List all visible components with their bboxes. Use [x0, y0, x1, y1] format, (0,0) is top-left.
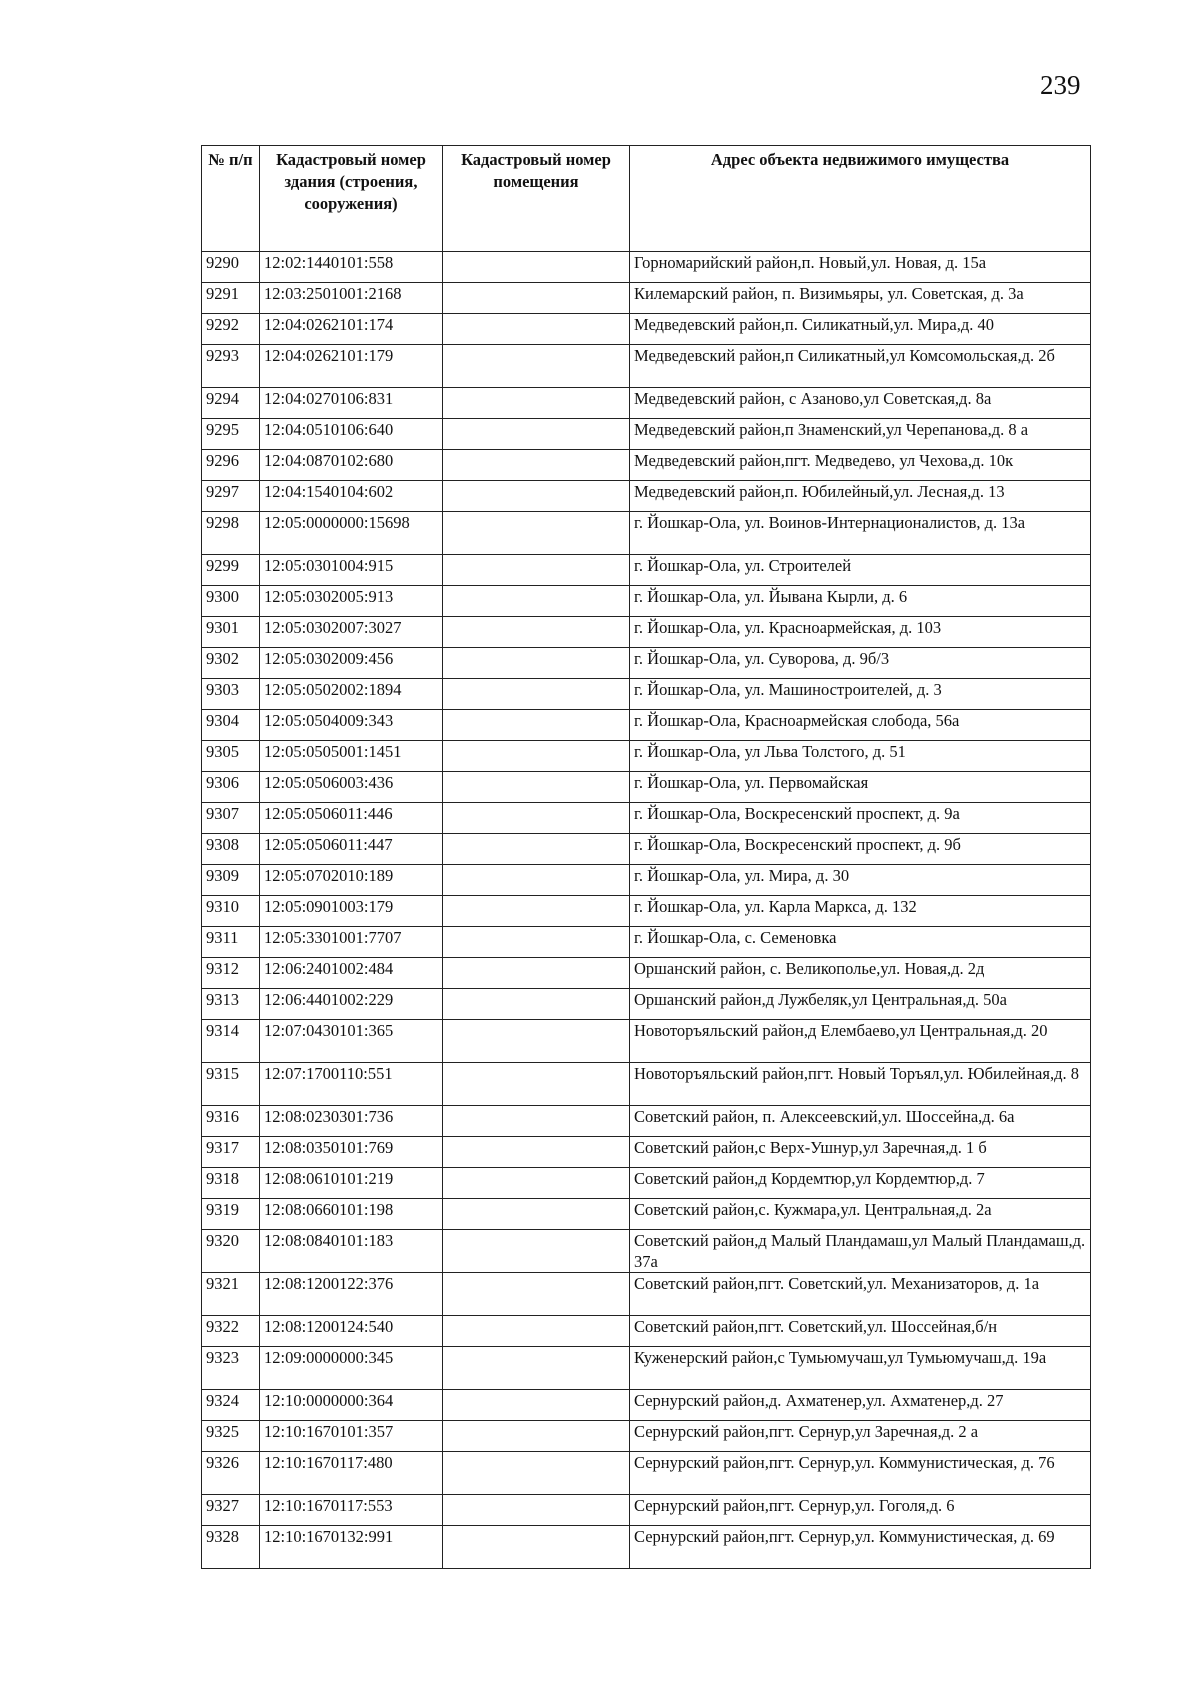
building-cadastral-cell: 12:08:1200122:376 — [260, 1273, 443, 1316]
row-number-cell: 9326 — [202, 1452, 260, 1495]
building-cadastral-cell: 12:04:0510106:640 — [260, 419, 443, 450]
room-cadastral-cell — [443, 1230, 630, 1273]
row-number-cell: 9325 — [202, 1421, 260, 1452]
building-cadastral-cell: 12:05:0302007:3027 — [260, 617, 443, 648]
building-cadastral-cell: 12:10:0000000:364 — [260, 1390, 443, 1421]
row-number-cell: 9316 — [202, 1106, 260, 1137]
building-cadastral-cell: 12:04:0870102:680 — [260, 450, 443, 481]
row-number-cell: 9315 — [202, 1063, 260, 1106]
row-number-cell: 9298 — [202, 512, 260, 555]
row-number-cell: 9314 — [202, 1020, 260, 1063]
table-row — [202, 1273, 1091, 1316]
row-number-cell: 9306 — [202, 772, 260, 803]
address-cell: г. Йошкар-Ола, ул. Красноармейская, д. 103 — [630, 617, 1091, 648]
address-cell: Сернурский район,пгт. Сернур,ул. Коммунистическая, д. 76 — [630, 1452, 1091, 1495]
address-cell: Советский район,д Малый Пландамаш,ул Малый Пландамаш,д. 37а — [630, 1230, 1091, 1273]
row-number-cell: 9302 — [202, 648, 260, 679]
address-cell: Килемарский район, п. Визимьяры, ул. Советская, д. 3а — [630, 283, 1091, 314]
row-number-cell: 9322 — [202, 1316, 260, 1347]
table-row — [202, 1452, 1091, 1495]
address-cell: г. Йошкар-Ола, ул. Мира, д. 30 — [630, 865, 1091, 896]
building-cadastral-cell: 12:02:1440101:558 — [260, 252, 443, 283]
table-row — [202, 1137, 1091, 1168]
table-row — [202, 283, 1091, 314]
building-cadastral-cell: 12:08:1200124:540 — [260, 1316, 443, 1347]
table-row — [202, 481, 1091, 512]
building-cadastral-cell: 12:05:0505001:1451 — [260, 741, 443, 772]
address-cell: Советский район,д Кордемтюр,ул Кордемтюр,д. 7 — [630, 1168, 1091, 1199]
address-cell: г. Йошкар-Ола, ул. Суворова, д. 9б/3 — [630, 648, 1091, 679]
table-row — [202, 710, 1091, 741]
table-row — [202, 555, 1091, 586]
row-number-cell: 9305 — [202, 741, 260, 772]
row-number-cell: 9311 — [202, 927, 260, 958]
table-row — [202, 617, 1091, 648]
building-cadastral-cell: 12:05:0302009:456 — [260, 648, 443, 679]
room-cadastral-cell — [443, 388, 630, 419]
table-row — [202, 803, 1091, 834]
address-cell: Советский район, п. Алексеевский,ул. Шоссейна,д. 6а — [630, 1106, 1091, 1137]
table-row — [202, 252, 1091, 283]
address-cell: г. Йошкар-Ола, ул Льва Толстого, д. 51 — [630, 741, 1091, 772]
table-header-row — [202, 146, 1091, 252]
address-cell: г. Йошкар-Ола, ул. Йывана Кырли, д. 6 — [630, 586, 1091, 617]
table-row — [202, 419, 1091, 450]
table-row — [202, 314, 1091, 345]
table-row — [202, 896, 1091, 927]
row-number-cell: 9327 — [202, 1495, 260, 1526]
address-cell: Новоторъяльский район,д Елембаево,ул Центральная,д. 20 — [630, 1020, 1091, 1063]
page-number: 239 — [1040, 70, 1081, 100]
building-cadastral-cell: 12:10:1670101:357 — [260, 1421, 443, 1452]
address-cell: Медведевский район,пгт. Медведево, ул Чехова,д. 10к — [630, 450, 1091, 481]
room-cadastral-cell — [443, 710, 630, 741]
building-cadastral-cell: 12:04:0262101:174 — [260, 314, 443, 345]
row-number-cell: 9300 — [202, 586, 260, 617]
building-cadastral-cell: 12:05:3301001:7707 — [260, 927, 443, 958]
room-cadastral-cell — [443, 1452, 630, 1495]
table-row — [202, 345, 1091, 388]
building-cadastral-cell: 12:06:4401002:229 — [260, 989, 443, 1020]
room-cadastral-cell — [443, 1199, 630, 1230]
room-cadastral-cell — [443, 586, 630, 617]
room-cadastral-cell — [443, 1137, 630, 1168]
row-number-cell: 9291 — [202, 283, 260, 314]
room-cadastral-cell — [443, 314, 630, 345]
room-cadastral-cell — [443, 481, 630, 512]
table-row — [202, 1106, 1091, 1137]
row-number-cell: 9293 — [202, 345, 260, 388]
building-cadastral-cell: 12:04:1540104:602 — [260, 481, 443, 512]
address-cell: г. Йошкар-Ола, ул. Карла Маркса, д. 132 — [630, 896, 1091, 927]
building-cadastral-cell: 12:04:0262101:179 — [260, 345, 443, 388]
room-cadastral-cell — [443, 512, 630, 555]
table-row — [202, 1347, 1091, 1390]
table-row — [202, 1020, 1091, 1063]
address-cell: г. Йошкар-Ола, Воскресенский проспект, д. 9б — [630, 834, 1091, 865]
building-cadastral-cell: 12:10:1670132:991 — [260, 1526, 443, 1569]
address-cell: г. Йошкар-Ола, ул. Воинов-Интернационалистов, д. 13а — [630, 512, 1091, 555]
building-cadastral-cell: 12:09:0000000:345 — [260, 1347, 443, 1390]
building-cadastral-cell: 12:05:0506011:446 — [260, 803, 443, 834]
row-number-cell: 9301 — [202, 617, 260, 648]
building-cadastral-cell: 12:05:0506003:436 — [260, 772, 443, 803]
row-number-cell: 9312 — [202, 958, 260, 989]
room-cadastral-cell — [443, 555, 630, 586]
room-cadastral-cell — [443, 1168, 630, 1199]
header-address: Адрес объекта недвижимого имущества — [630, 146, 1091, 252]
building-cadastral-cell: 12:07:0430101:365 — [260, 1020, 443, 1063]
row-number-cell: 9303 — [202, 679, 260, 710]
row-number-cell: 9328 — [202, 1526, 260, 1569]
building-cadastral-cell: 12:08:0610101:219 — [260, 1168, 443, 1199]
building-cadastral-cell: 12:05:0000000:15698 — [260, 512, 443, 555]
room-cadastral-cell — [443, 345, 630, 388]
row-number-cell: 9297 — [202, 481, 260, 512]
address-cell: г. Йошкар-Ола, Красноармейская слобода, 56а — [630, 710, 1091, 741]
building-cadastral-cell: 12:04:0270106:831 — [260, 388, 443, 419]
room-cadastral-cell — [443, 252, 630, 283]
room-cadastral-cell — [443, 1421, 630, 1452]
row-number-cell: 9290 — [202, 252, 260, 283]
table-row — [202, 834, 1091, 865]
address-cell: Медведевский район,п. Силикатный,ул. Мира,д. 40 — [630, 314, 1091, 345]
table-row — [202, 865, 1091, 896]
room-cadastral-cell — [443, 803, 630, 834]
room-cadastral-cell — [443, 648, 630, 679]
room-cadastral-cell — [443, 772, 630, 803]
building-cadastral-cell: 12:10:1670117:480 — [260, 1452, 443, 1495]
row-number-cell: 9317 — [202, 1137, 260, 1168]
row-number-cell: 9319 — [202, 1199, 260, 1230]
header-building-cadastral: Кадастровый номер здания (строения, сооружения) — [260, 146, 443, 252]
table-row — [202, 927, 1091, 958]
building-cadastral-cell: 12:10:1670117:553 — [260, 1495, 443, 1526]
address-cell: Оршанский район, с. Великополье,ул. Новая,д. 2д — [630, 958, 1091, 989]
building-cadastral-cell: 12:05:0702010:189 — [260, 865, 443, 896]
address-cell: Советский район,пгт. Советский,ул. Механизаторов, д. 1а — [630, 1273, 1091, 1316]
table-row — [202, 648, 1091, 679]
address-cell: Новоторъяльский район,пгт. Новый Торъял,ул. Юбилейная,д. 8 — [630, 1063, 1091, 1106]
room-cadastral-cell — [443, 283, 630, 314]
row-number-cell: 9313 — [202, 989, 260, 1020]
table-row — [202, 1063, 1091, 1106]
table-row — [202, 1168, 1091, 1199]
building-cadastral-cell: 12:05:0901003:179 — [260, 896, 443, 927]
address-cell: Горномарийский район,п. Новый,ул. Новая, д. 15а — [630, 252, 1091, 283]
table-row — [202, 958, 1091, 989]
address-cell: Советский район,с Верх-Ушнур,ул Заречная,д. 1 б — [630, 1137, 1091, 1168]
room-cadastral-cell — [443, 927, 630, 958]
address-cell: г. Йошкар-Ола, ул. Первомайская — [630, 772, 1091, 803]
room-cadastral-cell — [443, 1020, 630, 1063]
building-cadastral-cell: 12:06:2401002:484 — [260, 958, 443, 989]
building-cadastral-cell: 12:08:0840101:183 — [260, 1230, 443, 1273]
table-row — [202, 772, 1091, 803]
registry-table — [201, 145, 1091, 1569]
address-cell: Медведевский район,п Силикатный,ул Комсомольская,д. 2б — [630, 345, 1091, 388]
header-room-cadastral: Кадастровый номер помещения — [443, 146, 630, 252]
address-cell: Сернурский район,пгт. Сернур,ул. Гоголя,д. 6 — [630, 1495, 1091, 1526]
table-row — [202, 1390, 1091, 1421]
building-cadastral-cell: 12:05:0502002:1894 — [260, 679, 443, 710]
row-number-cell: 9304 — [202, 710, 260, 741]
row-number-cell: 9307 — [202, 803, 260, 834]
room-cadastral-cell — [443, 1347, 630, 1390]
address-cell: г. Йошкар-Ола, ул. Машиностроителей, д. 3 — [630, 679, 1091, 710]
row-number-cell: 9295 — [202, 419, 260, 450]
table-row — [202, 1230, 1091, 1273]
building-cadastral-cell: 12:08:0660101:198 — [260, 1199, 443, 1230]
building-cadastral-cell: 12:05:0301004:915 — [260, 555, 443, 586]
row-number-cell: 9299 — [202, 555, 260, 586]
room-cadastral-cell — [443, 1106, 630, 1137]
room-cadastral-cell — [443, 834, 630, 865]
building-cadastral-cell: 12:08:0230301:736 — [260, 1106, 443, 1137]
table-row — [202, 586, 1091, 617]
address-cell: Сернурский район,д. Ахматенер,ул. Ахматенер,д. 27 — [630, 1390, 1091, 1421]
address-cell: Сернурский район,пгт. Сернур,ул Заречная,д. 2 а — [630, 1421, 1091, 1452]
table-row — [202, 512, 1091, 555]
table-row — [202, 388, 1091, 419]
table-row — [202, 1526, 1091, 1569]
row-number-cell: 9318 — [202, 1168, 260, 1199]
address-cell: г. Йошкар-Ола, ул. Строителей — [630, 555, 1091, 586]
row-number-cell: 9323 — [202, 1347, 260, 1390]
row-number-cell: 9309 — [202, 865, 260, 896]
room-cadastral-cell — [443, 865, 630, 896]
room-cadastral-cell — [443, 989, 630, 1020]
room-cadastral-cell — [443, 617, 630, 648]
table-row — [202, 450, 1091, 481]
address-cell: Медведевский район, с Азаново,ул Советская,д. 8а — [630, 388, 1091, 419]
room-cadastral-cell — [443, 1526, 630, 1569]
room-cadastral-cell — [443, 1316, 630, 1347]
building-cadastral-cell: 12:08:0350101:769 — [260, 1137, 443, 1168]
address-cell: г. Йошкар-Ола, Воскресенский проспект, д. 9а — [630, 803, 1091, 834]
table-body — [202, 252, 1091, 1569]
room-cadastral-cell — [443, 741, 630, 772]
table-row — [202, 679, 1091, 710]
row-number-cell: 9310 — [202, 896, 260, 927]
row-number-cell: 9294 — [202, 388, 260, 419]
address-cell: г. Йошкар-Ола, с. Семеновка — [630, 927, 1091, 958]
address-cell: Медведевский район,п. Юбилейный,ул. Лесная,д. 13 — [630, 481, 1091, 512]
row-number-cell: 9296 — [202, 450, 260, 481]
address-cell: Советский район,с. Кужмара,ул. Центральная,д. 2а — [630, 1199, 1091, 1230]
address-cell: Сернурский район,пгт. Сернур,ул. Коммунистическая, д. 69 — [630, 1526, 1091, 1569]
address-cell: Советский район,пгт. Советский,ул. Шоссейная,б/н — [630, 1316, 1091, 1347]
building-cadastral-cell: 12:05:0302005:913 — [260, 586, 443, 617]
row-number-cell: 9292 — [202, 314, 260, 345]
building-cadastral-cell: 12:03:2501001:2168 — [260, 283, 443, 314]
building-cadastral-cell: 12:07:1700110:551 — [260, 1063, 443, 1106]
row-number-cell: 9320 — [202, 1230, 260, 1273]
building-cadastral-cell: 12:05:0506011:447 — [260, 834, 443, 865]
room-cadastral-cell — [443, 1273, 630, 1316]
room-cadastral-cell — [443, 1495, 630, 1526]
row-number-cell: 9324 — [202, 1390, 260, 1421]
row-number-cell: 9308 — [202, 834, 260, 865]
room-cadastral-cell — [443, 1063, 630, 1106]
room-cadastral-cell — [443, 419, 630, 450]
address-cell: Медведевский район,п Знаменский,ул Черепанова,д. 8 а — [630, 419, 1091, 450]
room-cadastral-cell — [443, 1390, 630, 1421]
table-row — [202, 1316, 1091, 1347]
header-number: № п/п — [202, 146, 260, 252]
row-number-cell: 9321 — [202, 1273, 260, 1316]
room-cadastral-cell — [443, 958, 630, 989]
room-cadastral-cell — [443, 450, 630, 481]
table-row — [202, 741, 1091, 772]
table-row — [202, 989, 1091, 1020]
building-cadastral-cell: 12:05:0504009:343 — [260, 710, 443, 741]
table-row — [202, 1199, 1091, 1230]
address-cell: Куженерский район,с Тумьюмучаш,ул Тумьюмучаш,д. 19а — [630, 1347, 1091, 1390]
table-row — [202, 1421, 1091, 1452]
address-cell: Оршанский район,д Лужбеляк,ул Центральная,д. 50а — [630, 989, 1091, 1020]
room-cadastral-cell — [443, 896, 630, 927]
table-row — [202, 1495, 1091, 1526]
room-cadastral-cell — [443, 679, 630, 710]
